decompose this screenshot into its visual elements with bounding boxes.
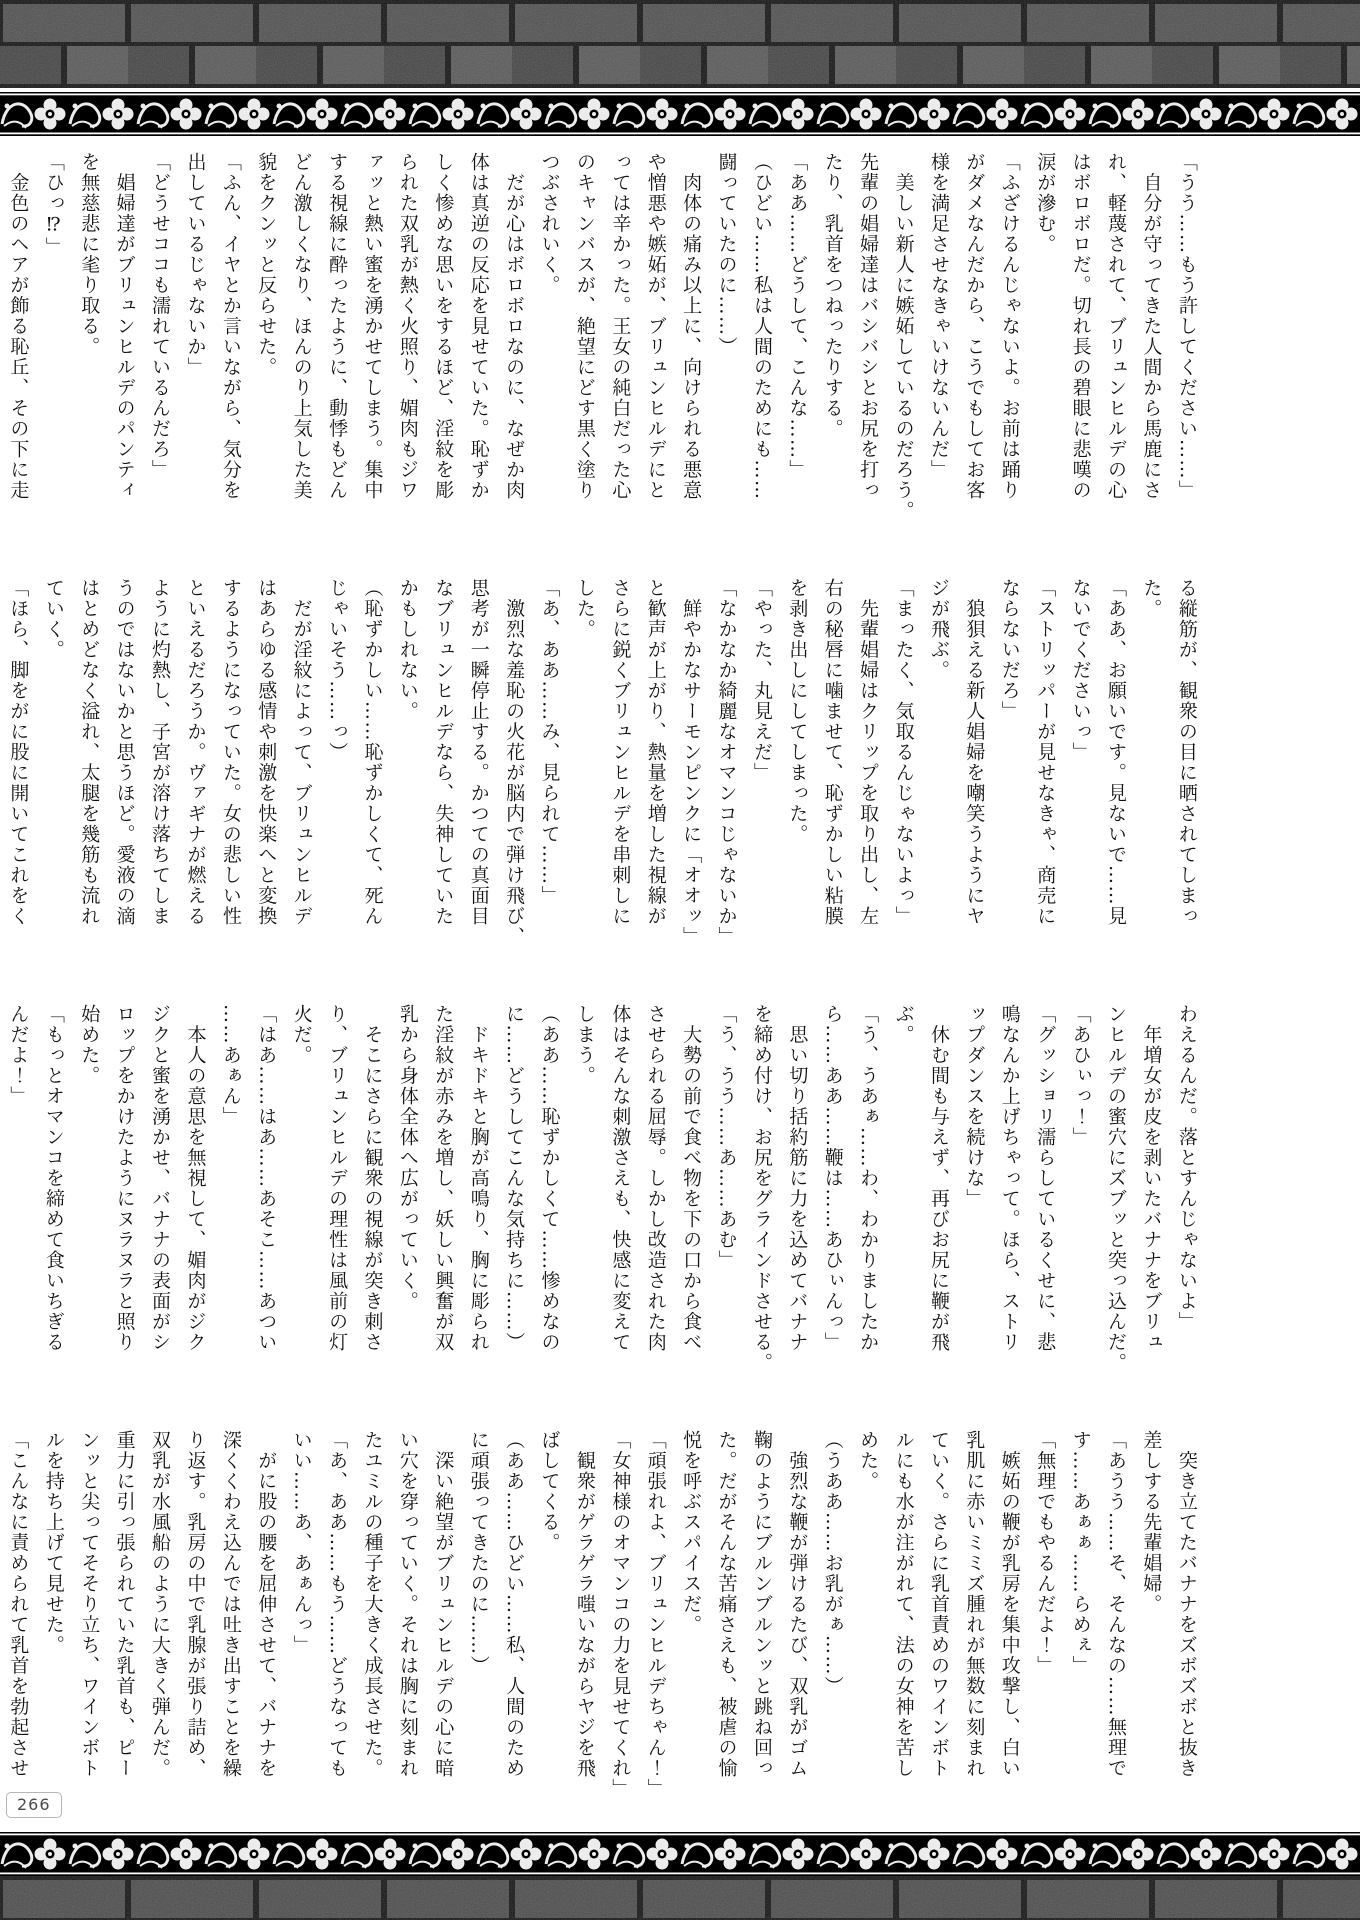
text-column: 「グッショリ濡らしているくせに、悲 [1034,1004,1057,1353]
text-column: 「はあ……はあ……あそこ……あつい [255,1004,278,1353]
text-column: 思考が一瞬停止する。かつての真面目 [467,578,490,927]
text-column: に……どうしてこんな気持ちに……） [503,1004,526,1353]
text-column: 狼狽える新人娼婦を嘲笑うようにヤ [963,578,986,927]
text-column: や憎悪や嫉妬が、ブリュンヒルデにと [644,152,667,501]
text-column: 突き立てたバナナをズボズボと抜き [1175,1430,1198,1779]
text-column: 本人の意思を無視して、媚肉がジク [184,1004,207,1353]
text-column: がダメなんだから、こうでもしてお客 [963,152,986,501]
text-column: ンヒルデの蜜穴にズブッと突っ込んだ。 [1105,1004,1127,1373]
text-column: かもしれない。 [396,578,419,722]
text-column: ならないだろ」 [998,578,1021,722]
text-column: 乳肌に赤いミミズ腫れが無数に刻まれ [963,1430,986,1779]
text-column: 「あ、ああ……み、見られて……」 [538,578,561,906]
text-column: 出しているじゃないか」 [184,152,207,378]
text-column: り返す。乳房の中で乳腺が張り詰め、 [184,1430,207,1779]
text-column: 「女神様のオマンコの力を見せてくれ」 [609,1430,632,1799]
text-column: 激烈な羞恥の火花が脳内で弾け飛び、 [503,578,526,947]
text-column: 「あひぃっ！」 [1069,1004,1092,1148]
text-column: 双乳が水風船のように大きく弾んだ。 [149,1430,172,1779]
text-column: させられる屈辱。しかし改造された肉 [644,1004,667,1353]
text-column: たり、乳首をつねったりする。 [821,152,844,439]
text-column: っては辛かった。王女の純白だった心 [609,152,632,501]
text-column: 「こんなに責められて乳首を勃起させ [7,1430,30,1779]
text-column: ていく。さらに乳首責めのワインボト [927,1430,950,1779]
text-column: ルにも水が注がれて、法の女神を苦し [892,1430,915,1779]
text-column: ドキドキと胸が高鳴り、胸に彫られ [467,1004,490,1353]
text-column: （ああ……ひどい……私、人間のため [503,1430,526,1779]
text-column: さらに鋭くブリュンヒルデを串刺しに [609,578,632,927]
text-column: 休む間も与えず、再びお尻に鞭が飛 [927,1004,950,1353]
text-column: 自分が守ってきた人間から馬鹿にさ [1140,152,1163,501]
text-column: 「ふん、イヤとか言いながら、気分を [219,152,242,501]
text-column: と歓声が上がり、熱量を増した視線が [644,578,667,927]
text-column: を剥き出しにしてしまった。 [786,578,809,845]
text-column: 年増女が皮を剥いたバナナをブリュ [1140,1004,1163,1353]
text-column: 「う、うあぁ……わ、わかりましたか [857,1004,880,1353]
text-column: ルを持ち上げて見せた。 [42,1430,65,1656]
text-column: 差しする先輩娼婦。 [1140,1430,1163,1615]
text-column: 始めた。 [78,1004,101,1086]
text-column: なブリュンヒルデなら、失神していた [432,578,455,927]
text-column: しく惨めな思いをするほど、淫紋を彫 [432,152,455,501]
text-column: た。だがそんな苦痛さえも、被虐の愉 [715,1430,738,1779]
text-column: 美しい新人に嫉妬しているのだろう。 [892,152,915,521]
text-column: 「ああ、お願いです。見ないで……見 [1105,578,1127,927]
text-column: （ひどい……私は人間のためにも…… [750,152,773,501]
text-column: 「ああ……どうして、こんな……」 [786,152,809,480]
text-column: 「ストリッパーが見せなきゃ、商売に [1034,578,1057,927]
text-column: めた。 [857,1430,880,1492]
text-column: を無慈悲に毟り取る。 [78,152,101,357]
text-column: （恥ずかしい……恥ずかしくて、死ん [361,578,384,927]
text-column: 「う、うう……あ……あむ」 [715,1004,738,1271]
text-column: そこにさらに観衆の視線が突き刺さ [361,1004,384,1353]
text-column: いい……あ、あぁんっ」 [290,1430,313,1656]
text-column: ンッと尖ってそそり立ち、ワインボト [78,1430,101,1779]
text-column: 「なかなか綺麗なオマンコじゃないか」 [715,578,738,947]
text-column: じゃいそう……っ） [326,578,349,763]
text-column: に頑張ってきたのに……） [467,1430,490,1676]
text-column: わえるんだ。落とすんじゃないよ」 [1175,1004,1198,1332]
text-column: ばしてくる。 [538,1430,561,1553]
text-column: た淫紋が赤みを増し、妖しい興奮が双 [432,1004,455,1353]
text-column: だが心はボロボロなのに、なぜか肉 [503,152,526,501]
text-column: ぶ。 [892,1004,915,1045]
floral-ornament-border-top [0,92,1360,136]
text-column: した。 [573,578,596,640]
text-column: 嫉妬の鞭が乳房を集中攻撃し、白い [998,1430,1021,1779]
text-column: 深くくわえ込んでは吐き出すことを繰 [219,1430,242,1779]
text-column: い穴を穿っていく。それは胸に刻まれ [396,1430,419,1779]
text-column: 「どうせココも濡れているんだろ」 [149,152,172,480]
text-column: 娼婦達がブリュンヒルデのパンティ [113,152,136,501]
text-column: 悦を呼ぶスパイスだ。 [680,1430,703,1635]
brick-texture-top [0,0,1360,88]
text-column: するようになっていた。女の悲しい性 [219,578,242,927]
text-column: ロップをかけたようにヌラヌラと照り [113,1004,136,1353]
text-column: られた双乳が熱く火照り、媚肉もジワ [396,152,419,501]
text-column: ァッと熱い蜜を湧かせてしまう。集中 [361,152,384,501]
text-column: 「無理でもやるんだよ！」 [1034,1430,1057,1676]
text-column: ップダンスを続けな」 [963,1004,986,1209]
text-column: り、ブリュンヒルデの理性は風前の灯 [326,1004,349,1353]
text-column: はとめどなく溢れ、太腿を幾筋も流れ [78,578,101,927]
text-column: 鮮やかなサーモンピンクに「オオッ」 [680,578,703,947]
text-column: 「頑張れよ、ブリュンヒルデちゃん！」 [644,1430,667,1799]
text-column: ていく。 [42,578,65,660]
text-column: ように灼熱し、子宮が溶け落ちてしま [149,578,172,927]
text-column: 鳴なんか上げちゃって。ほら、ストリ [998,1004,1021,1353]
text-column: 闘っていたのに……） [715,152,738,357]
text-column: 体は真逆の反応を見せていた。恥ずか [467,152,490,501]
text-column: 体はそんな刺激さえも、快感に変えて [609,1004,632,1353]
text-column: 様を満足させなきゃいけないんだ」 [927,152,950,480]
novel-text-area [0,136,1360,1832]
text-column: 「うう……もう許してください……」 [1175,152,1198,501]
text-column: うのではないかと思うほど。愛液の滴 [113,578,136,927]
text-column: 右の秘唇に噛ませて、恥ずかしい粘膜 [821,578,844,927]
text-column: しまう。 [573,1004,596,1086]
text-band-4 [0,1430,1218,1826]
text-column: んだよ！」 [7,1004,30,1107]
text-band-2 [0,578,1218,974]
text-band-3 [0,1004,1218,1400]
text-column: 「もっとオマンコを締めて食いちぎる [42,1004,65,1353]
text-column: る縦筋が、観衆の目に晒されてしまっ [1175,578,1198,927]
text-column: 「ひっ⁉」 [42,152,65,258]
text-column: ……あぁん」 [219,1004,242,1127]
text-column: た。 [1140,578,1163,619]
text-column: 深い絶望がブリュンヒルデの心に暗 [432,1430,455,1779]
text-column: 火だ。 [290,1004,313,1066]
text-column: 乳から身体全体へ広がっていく。 [396,1004,419,1312]
text-column: を締め付け、お尻をグラインドさせる。 [750,1004,773,1373]
text-column: 金色のヘアが飾る恥丘、その下に走 [7,152,30,501]
text-column: はあらゆる感情や刺激を快楽へと変換 [255,578,278,927]
text-column: 「ふざけるんじゃないよ。お前は踊り [998,152,1021,501]
text-column: 観衆がゲラゲラ嗤いながらヤジを飛 [573,1430,596,1779]
text-column: ジが飛ぶ。 [927,578,950,681]
text-column: 「まったく、気取るんじゃないよっ」 [892,578,915,927]
text-column: つぶされいく。 [538,152,561,296]
text-column: 「ほら、脚をがに股に開いてこれをく [7,578,30,927]
text-column: 「やった、丸見えだ」 [750,578,773,783]
text-column: ら……ああ……鞭は……あひぃんっ」 [821,1004,844,1353]
text-band-1 [0,152,1218,548]
text-column: （うああ……お乳がぁ……） [821,1430,844,1697]
top-border [0,0,1360,136]
text-column: （ああ……恥ずかしくて……惨めなの [538,1004,561,1353]
text-column: 先輩娼婦はクリップを取り出し、左 [857,578,880,927]
text-column: どん激しくなり、ほんのり上気した美 [290,152,313,501]
text-column: といえるだろうか。ヴァギナが燃える [184,578,207,927]
text-column: ないでくださいっ」 [1069,578,1092,763]
bottom-border [0,1832,1360,1920]
text-column: 強烈な鞭が弾けるたび、双乳がゴム [786,1430,809,1779]
text-column: のキャンバスが、絶望にどす黒く塗り [573,152,596,501]
text-column: 先輩の娼婦達はバシバシとお尻を打っ [857,152,880,501]
text-column: す……あぁぁ……らめぇ」 [1069,1430,1092,1676]
text-column: する視線に酔ったように、動悸もどん [326,152,349,501]
text-column: 「あ、ああ……もう……どうなっても [326,1430,349,1779]
brick-texture-bottom [0,1876,1360,1920]
page-number-badge: 266 [6,1792,62,1818]
text-column: 思い切り括約筋に力を込めてバナナ [786,1004,809,1353]
text-column: はボロボロだ。切れ長の碧眼に悲嘆の [1069,152,1092,501]
text-column: だが淫紋によって、ブリュンヒルデ [290,578,313,927]
text-column: 「あうう……そ、そんなの……無理で [1105,1430,1127,1779]
text-column: がに股の腰を屈伸させて、バナナを [255,1430,278,1779]
text-column: 涙が滲む。 [1034,152,1057,255]
text-column: 重力に引っ張られていた乳首も、ピー [113,1430,136,1779]
text-column: 肉体の痛み以上に、向けられる悪意 [680,152,703,501]
text-column: 鞠のようにブルンブルンッと跳ね回っ [750,1430,773,1779]
text-column: ジクと蜜を湧かせ、バナナの表面がシ [149,1004,172,1353]
text-column: 大勢の前で食べ物を下の口から食べ [680,1004,703,1353]
text-column: 貌をクンッと反らせた。 [255,152,278,378]
text-column: たユミルの種子を大きく成長させた。 [361,1430,384,1779]
floral-ornament-border-bottom [0,1832,1360,1876]
text-column: れ、軽蔑されて、ブリュンヒルデの心 [1105,152,1127,501]
